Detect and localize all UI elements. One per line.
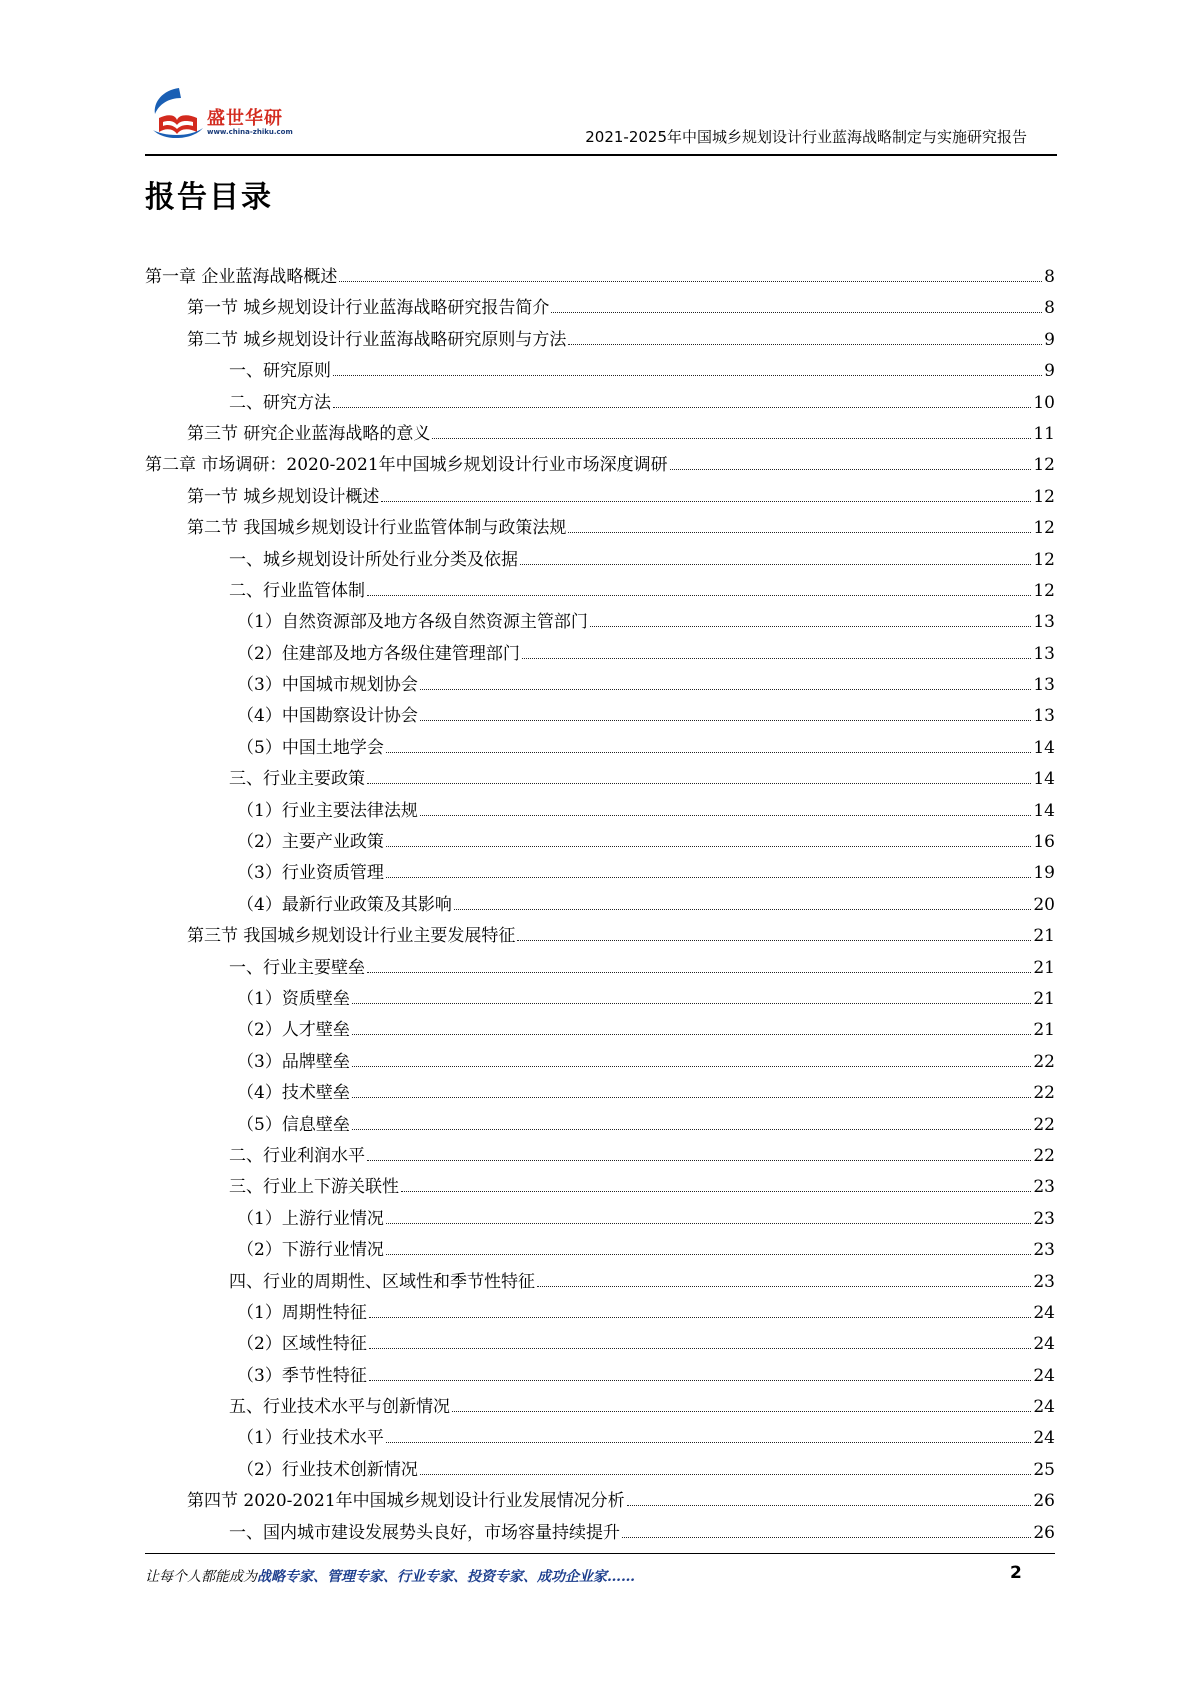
toc-dot-leader [381, 501, 1031, 502]
toc-entry[interactable] [145, 607, 1055, 638]
page-title: 报告目录 [145, 180, 273, 215]
toc-dot-leader [352, 1066, 1032, 1067]
toc-entry-title: 第三节 研究企业蓝海战略的意义 [187, 423, 431, 444]
toc-entry-page: 24 [1033, 1397, 1055, 1418]
toc-entry[interactable] [145, 1423, 1055, 1454]
toc-entry-title: （3）行业资质管理 [237, 863, 384, 884]
toc-entry-page: 8 [1044, 298, 1055, 319]
toc-entry-page: 23 [1033, 1240, 1055, 1261]
toc-entry-page: 11 [1033, 423, 1055, 444]
toc-dot-leader [420, 720, 1032, 721]
toc-entry-title: （1）资质壁垒 [237, 988, 350, 1009]
toc-entry-page: 14 [1033, 737, 1055, 758]
toc-dot-leader [367, 972, 1031, 973]
toc-dot-leader [622, 1537, 1031, 1538]
toc-entry-page: 21 [1033, 1020, 1055, 1041]
toc-entry[interactable] [145, 1267, 1055, 1298]
toc-entry-page: 24 [1033, 1334, 1055, 1355]
toc-entry-title: 第三节 我国城乡规划设计行业主要发展特征 [187, 926, 516, 947]
toc-entry[interactable] [145, 733, 1055, 764]
toc-dot-leader [386, 1223, 1032, 1224]
footer-slogan-prefix: 让每个人都能成为 [145, 1569, 257, 1585]
toc-entry[interactable] [145, 576, 1055, 607]
toc-entry-title: 一、研究原则 [229, 361, 331, 382]
toc-entry-title: （3）中国城市规划协会 [237, 675, 418, 696]
toc-entry[interactable] [145, 1361, 1055, 1392]
footer-slogan-highlight: 战略专家、管理专家、行业专家、投资专家、成功企业家…… [257, 1569, 635, 1585]
toc-entry-title: 一、城乡规划设计所处行业分类及依据 [229, 549, 518, 570]
report-title: 2021-2025年中国城乡规划设计行业蓝海战略制定与实施研究报告 [585, 128, 1027, 146]
toc-entry[interactable] [145, 388, 1055, 419]
toc-entry-title: （1）行业技术水平 [237, 1428, 384, 1449]
toc-dot-leader [386, 1254, 1032, 1255]
toc-entry-page: 12 [1033, 518, 1055, 539]
toc-dot-leader [386, 877, 1032, 878]
toc-entry-title: 第二节 我国城乡规划设计行业监管体制与政策法规 [187, 518, 567, 539]
toc-entry-title: （4）中国勘察设计协会 [237, 706, 418, 727]
toc-entry-title: （5）中国土地学会 [237, 737, 384, 758]
toc-entry-title: 三、行业主要政策 [229, 769, 365, 790]
toc-dot-leader [386, 752, 1032, 753]
toc-entry[interactable] [145, 858, 1055, 889]
toc-dot-leader [420, 1474, 1032, 1475]
toc-entry[interactable] [145, 513, 1055, 544]
toc-dot-leader [386, 846, 1032, 847]
toc-entry[interactable] [145, 450, 1055, 481]
toc-entry-title: 一、国内城市建设发展势头良好，市场容量持续提升 [229, 1522, 620, 1543]
toc-dot-leader [452, 1411, 1031, 1412]
toc-entry-title: 第二节 城乡规划设计行业蓝海战略研究原则与方法 [187, 329, 567, 350]
toc-dot-leader [551, 312, 1042, 313]
toc-entry-title: 一、行业主要壁垒 [229, 957, 365, 978]
toc-entry[interactable] [145, 1486, 1055, 1517]
toc-dot-leader [369, 1348, 1032, 1349]
toc-dot-leader [352, 1003, 1032, 1004]
logo-name: 盛世华研 [207, 108, 283, 129]
toc-entry-page: 12 [1033, 455, 1055, 476]
toc-dot-leader [517, 940, 1031, 941]
toc-entry-page: 24 [1033, 1302, 1055, 1323]
toc-entry-title: （4）最新行业政策及其影响 [237, 894, 452, 915]
toc-entry[interactable] [145, 639, 1055, 670]
toc-entry-title: （5）信息壁垒 [237, 1114, 350, 1135]
toc-entry-page: 9 [1044, 361, 1055, 382]
toc-entry[interactable] [145, 1204, 1055, 1235]
toc-entry-title: （2）下游行业情况 [237, 1240, 384, 1261]
toc-dot-leader [537, 1286, 1031, 1287]
toc-dot-leader [369, 1380, 1032, 1381]
toc-dot-leader [401, 1191, 1031, 1192]
toc-entry-title: 第一节 城乡规划设计概述 [187, 486, 380, 507]
toc-entry[interactable] [145, 984, 1055, 1015]
toc-entry-page: 22 [1033, 1145, 1055, 1166]
toc-dot-leader [520, 564, 1031, 565]
toc-dot-leader [386, 1442, 1032, 1443]
toc-entry-title: 二、行业监管体制 [229, 580, 365, 601]
toc-entry-title: （3）季节性特征 [237, 1365, 367, 1386]
toc-entry[interactable] [145, 1015, 1055, 1046]
toc-entry-page: 14 [1033, 800, 1055, 821]
toc-dot-leader [352, 1097, 1032, 1098]
toc-entry[interactable] [145, 921, 1055, 952]
toc-entry-page: 23 [1033, 1177, 1055, 1198]
toc-entry-page: 26 [1033, 1491, 1055, 1512]
toc-entry-title: 三、行业上下游关联性 [229, 1177, 399, 1198]
toc-entry[interactable] [145, 1172, 1055, 1203]
toc-entry-page: 24 [1033, 1365, 1055, 1386]
toc-entry[interactable] [145, 545, 1055, 576]
toc-entry[interactable] [145, 1047, 1055, 1078]
toc-entry[interactable] [145, 356, 1055, 387]
toc-entry-title: （1）周期性特征 [237, 1302, 367, 1323]
toc-entry-page: 21 [1033, 988, 1055, 1009]
footer-divider [145, 1553, 1055, 1554]
toc-entry[interactable] [145, 325, 1055, 356]
toc-entry-page: 21 [1033, 926, 1055, 947]
toc-entry[interactable] [145, 1298, 1055, 1329]
toc-dot-leader [454, 909, 1032, 910]
toc-entry-page: 9 [1044, 329, 1055, 350]
toc-entry-page: 23 [1033, 1271, 1055, 1292]
toc-entry[interactable] [145, 482, 1055, 513]
toc-dot-leader [333, 407, 1031, 408]
toc-entry-page: 23 [1033, 1208, 1055, 1229]
toc-entry-title: （1）自然资源部及地方各级自然资源主管部门 [237, 612, 588, 633]
toc-entry[interactable] [145, 262, 1055, 293]
header-divider [145, 154, 1057, 156]
toc-entry-title: （1）上游行业情况 [237, 1208, 384, 1229]
toc-entry-title: 四、行业的周期性、区域性和季节性特征 [229, 1271, 535, 1292]
toc-entry[interactable] [145, 764, 1055, 795]
toc-entry-page: 12 [1033, 580, 1055, 601]
toc-entry[interactable] [145, 796, 1055, 827]
toc-dot-leader [352, 1034, 1032, 1035]
toc-entry-title: 第二章 市场调研：2020-2021年中国城乡规划设计行业市场深度调研 [145, 455, 668, 476]
page-number: 2 [1010, 1563, 1022, 1583]
toc-dot-leader [352, 1129, 1032, 1130]
toc-entry-title: （2）人才壁垒 [237, 1020, 350, 1041]
toc-entry-title: 第一章 企业蓝海战略概述 [145, 267, 338, 287]
logo-url: www.china-zhiku.com [207, 128, 293, 136]
toc-entry[interactable] [145, 1518, 1055, 1549]
logo-book-icon [145, 84, 209, 144]
toc-entry-title: （1）行业主要法律法规 [237, 800, 418, 821]
toc-entry-page: 22 [1033, 1051, 1055, 1072]
toc-dot-leader [590, 626, 1032, 627]
toc-entry-page: 13 [1033, 675, 1055, 696]
toc-entry[interactable] [145, 1078, 1055, 1109]
toc-entry[interactable] [145, 890, 1055, 921]
toc-entry-page: 13 [1033, 612, 1055, 633]
toc-entry-page: 14 [1033, 769, 1055, 790]
toc-dot-leader [367, 783, 1031, 784]
toc-entry[interactable] [145, 1455, 1055, 1486]
toc-entry-page: 8 [1044, 267, 1055, 287]
toc-entry[interactable] [145, 953, 1055, 984]
toc-dot-leader [420, 815, 1032, 816]
toc-dot-leader [420, 689, 1032, 690]
toc-dot-leader [432, 438, 1031, 439]
toc-entry-page: 26 [1033, 1522, 1055, 1543]
toc-entry-title: （2）行业技术创新情况 [237, 1459, 418, 1480]
toc-entry-page: 20 [1033, 894, 1055, 915]
toc-entry-title: 五、行业技术水平与创新情况 [229, 1397, 450, 1418]
toc-entry-page: 22 [1033, 1083, 1055, 1104]
toc-entry-page: 12 [1033, 549, 1055, 570]
toc-entry-page: 12 [1033, 486, 1055, 507]
toc-entry-page: 16 [1033, 832, 1055, 853]
toc-entry-title: 第四节 2020-2021年中国城乡规划设计行业发展情况分析 [187, 1491, 625, 1512]
toc-entry[interactable] [145, 701, 1055, 732]
toc-dot-leader [339, 281, 1042, 282]
toc-entry[interactable] [145, 1329, 1055, 1360]
toc-entry[interactable] [145, 1110, 1055, 1141]
table-of-contents [145, 262, 1055, 1549]
toc-entry-page: 24 [1033, 1428, 1055, 1449]
toc-entry-title: 第一节 城乡规划设计行业蓝海战略研究报告简介 [187, 298, 550, 319]
toc-entry-title: （3）品牌壁垒 [237, 1051, 350, 1072]
toc-entry-page: 10 [1033, 392, 1055, 413]
toc-entry-page: 19 [1033, 863, 1055, 884]
toc-entry[interactable] [145, 293, 1055, 324]
toc-entry[interactable] [145, 419, 1055, 450]
toc-entry-page: 22 [1033, 1114, 1055, 1135]
toc-entry-page: 25 [1033, 1459, 1055, 1480]
toc-dot-leader [369, 1317, 1032, 1318]
toc-dot-leader [670, 469, 1032, 470]
toc-dot-leader [522, 658, 1032, 659]
toc-entry[interactable] [145, 670, 1055, 701]
toc-entry-title: （2）区域性特征 [237, 1334, 367, 1355]
toc-dot-leader [367, 1160, 1031, 1161]
toc-entry-page: 21 [1033, 957, 1055, 978]
toc-entry-title: 二、行业利润水平 [229, 1145, 365, 1166]
toc-entry-title: 二、研究方法 [229, 392, 331, 413]
toc-dot-leader [333, 375, 1042, 376]
toc-dot-leader [627, 1505, 1032, 1506]
toc-entry[interactable] [145, 1141, 1055, 1172]
toc-entry-page: 13 [1033, 643, 1055, 664]
toc-entry-title: （4）技术壁垒 [237, 1083, 350, 1104]
toc-entry-title: （2）住建部及地方各级住建管理部门 [237, 643, 520, 664]
toc-entry[interactable] [145, 827, 1055, 858]
toc-entry[interactable] [145, 1392, 1055, 1423]
toc-dot-leader [568, 344, 1042, 345]
page-header [145, 82, 1057, 156]
toc-entry-page: 13 [1033, 706, 1055, 727]
toc-dot-leader [367, 595, 1031, 596]
footer-slogan [145, 1566, 635, 1586]
company-logo [145, 82, 325, 146]
toc-dot-leader [568, 532, 1031, 533]
toc-entry[interactable] [145, 1235, 1055, 1266]
toc-entry-title: （2）主要产业政策 [237, 832, 384, 853]
